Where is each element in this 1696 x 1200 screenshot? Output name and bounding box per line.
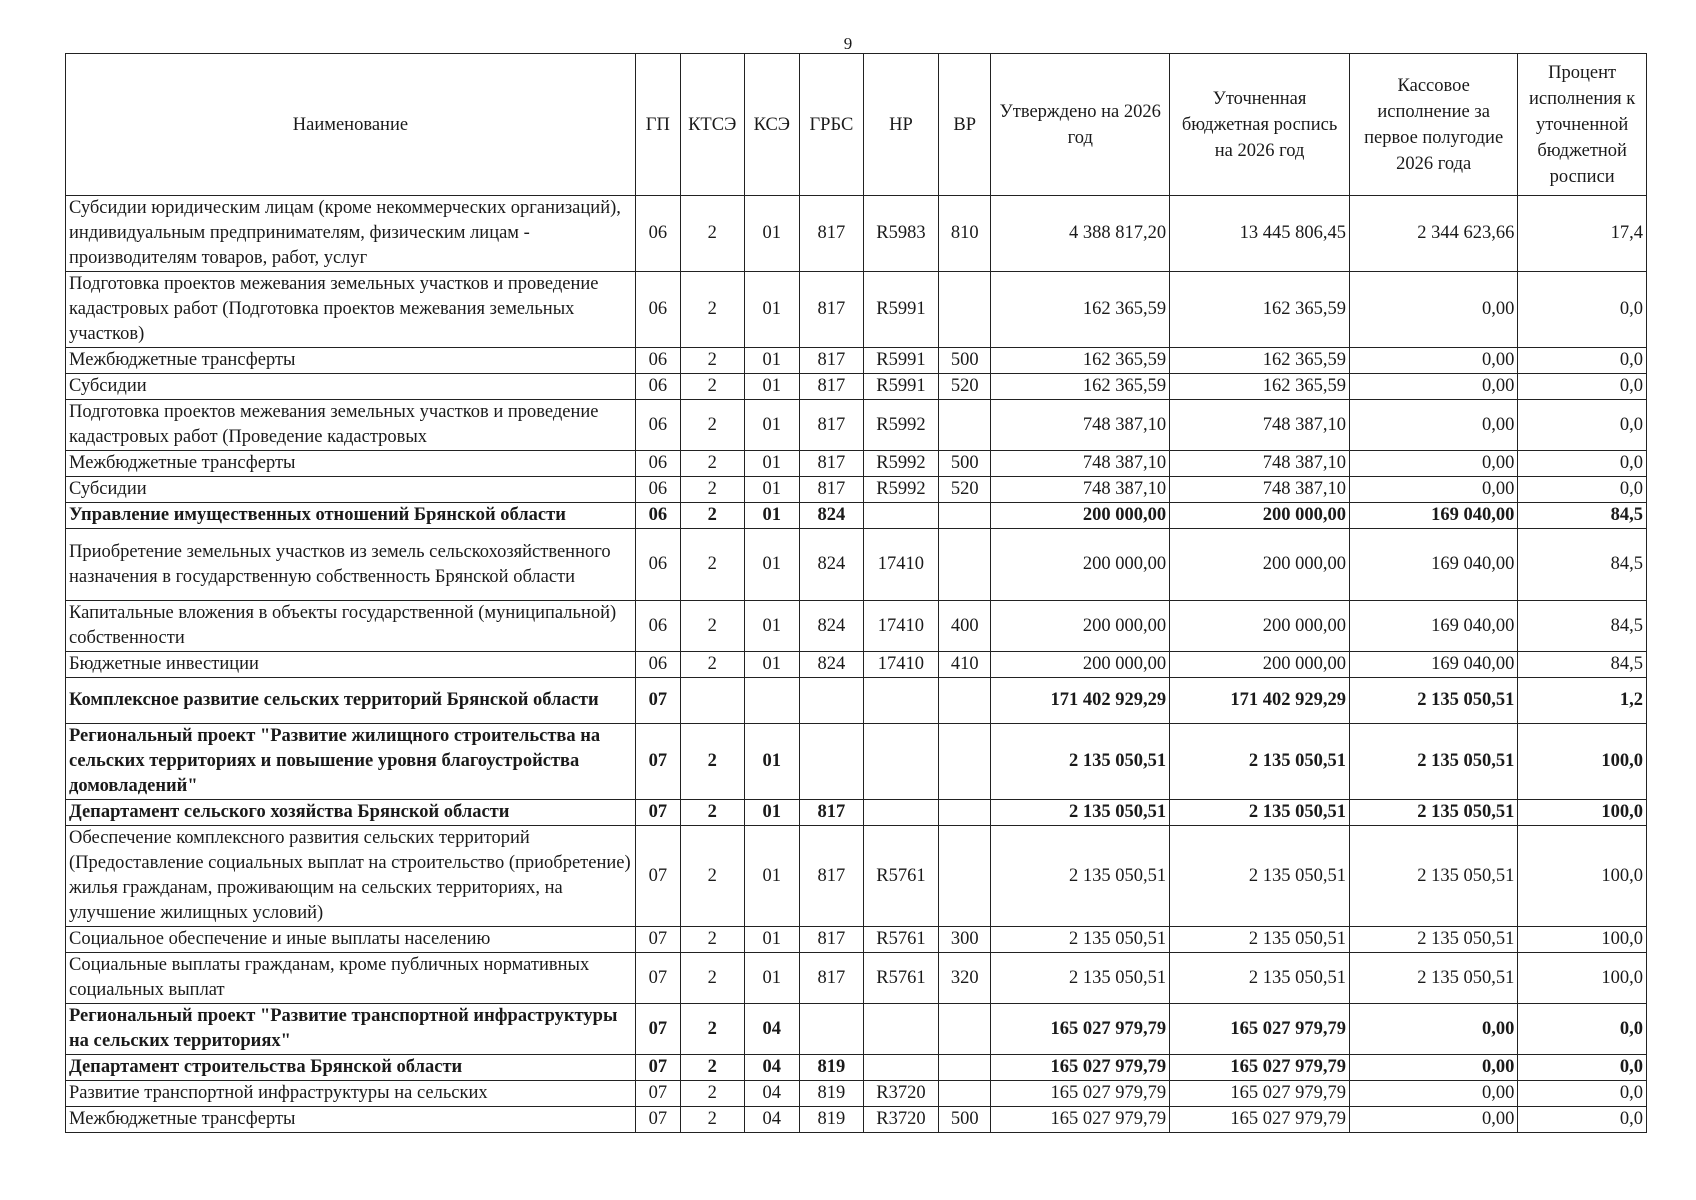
cell-refined: 748 387,10 bbox=[1170, 400, 1350, 451]
cell-kse: 01 bbox=[744, 724, 799, 800]
cell-refined: 200 000,00 bbox=[1170, 529, 1350, 601]
cell-name: Обеспечение комплексного развития сельских территорий (Предоставление социальных выплат на строительство (приобретение) жилья гражданам, проживающим на сельских территориях, на улучшение жилищных условий) bbox=[66, 826, 636, 927]
cell-percent: 0,0 bbox=[1518, 272, 1647, 348]
cell-cash: 169 040,00 bbox=[1349, 601, 1517, 652]
cell-gp: 06 bbox=[635, 601, 680, 652]
cell-vr bbox=[939, 529, 991, 601]
cell-percent: 0,0 bbox=[1518, 451, 1647, 477]
cell-grbs: 817 bbox=[800, 348, 864, 374]
cell-refined: 2 135 050,51 bbox=[1170, 826, 1350, 927]
cell-approved: 165 027 979,79 bbox=[991, 1081, 1170, 1107]
cell-ktse: 2 bbox=[680, 272, 744, 348]
cell-kse: 01 bbox=[744, 826, 799, 927]
cell-ktse: 2 bbox=[680, 826, 744, 927]
cell-vr bbox=[939, 724, 991, 800]
table-row bbox=[66, 652, 1647, 678]
cell-refined: 165 027 979,79 bbox=[1170, 1004, 1350, 1055]
cell-vr bbox=[939, 1081, 991, 1107]
cell-refined: 165 027 979,79 bbox=[1170, 1055, 1350, 1081]
cell-vr bbox=[939, 678, 991, 724]
cell-ktse: 2 bbox=[680, 724, 744, 800]
header-ktse: КТСЭ bbox=[680, 54, 744, 196]
cell-nr bbox=[863, 724, 938, 800]
cell-refined: 162 365,59 bbox=[1170, 348, 1350, 374]
cell-percent: 0,0 bbox=[1518, 374, 1647, 400]
cell-cash: 2 135 050,51 bbox=[1349, 927, 1517, 953]
cell-refined: 13 445 806,45 bbox=[1170, 196, 1350, 272]
cell-kse: 01 bbox=[744, 652, 799, 678]
cell-grbs: 819 bbox=[800, 1107, 864, 1133]
cell-refined: 165 027 979,79 bbox=[1170, 1107, 1350, 1133]
cell-cash: 169 040,00 bbox=[1349, 529, 1517, 601]
cell-name: Субсидии юридическим лицам (кроме некоммерческих организаций), индивидуальным предпринимателям, физическим лицам - производителям товаров, работ, услуг bbox=[66, 196, 636, 272]
cell-vr: 520 bbox=[939, 374, 991, 400]
cell-grbs: 817 bbox=[800, 196, 864, 272]
cell-name: Департамент сельского хозяйства Брянской области bbox=[66, 800, 636, 826]
cell-grbs: 817 bbox=[800, 953, 864, 1004]
cell-approved: 2 135 050,51 bbox=[991, 826, 1170, 927]
table-row bbox=[66, 1107, 1647, 1133]
cell-refined: 2 135 050,51 bbox=[1170, 953, 1350, 1004]
cell-gp: 07 bbox=[635, 953, 680, 1004]
cell-nr: R5991 bbox=[863, 272, 938, 348]
table-row bbox=[66, 800, 1647, 826]
cell-approved: 2 135 050,51 bbox=[991, 953, 1170, 1004]
cell-ktse: 2 bbox=[680, 652, 744, 678]
cell-name: Субсидии bbox=[66, 477, 636, 503]
cell-cash: 0,00 bbox=[1349, 400, 1517, 451]
cell-kse: 01 bbox=[744, 196, 799, 272]
cell-nr: R5761 bbox=[863, 927, 938, 953]
cell-name: Подготовка проектов межевания земельных участков и проведение кадастровых работ (Проведение кадастровых bbox=[66, 400, 636, 451]
cell-kse: 01 bbox=[744, 477, 799, 503]
cell-percent: 0,0 bbox=[1518, 477, 1647, 503]
header-gp: ГП bbox=[635, 54, 680, 196]
cell-refined: 2 135 050,51 bbox=[1170, 800, 1350, 826]
cell-ktse: 2 bbox=[680, 800, 744, 826]
cell-grbs bbox=[800, 1004, 864, 1055]
table-row bbox=[66, 953, 1647, 1004]
cell-nr bbox=[863, 1055, 938, 1081]
cell-nr: R5991 bbox=[863, 348, 938, 374]
table-row bbox=[66, 601, 1647, 652]
cell-vr: 400 bbox=[939, 601, 991, 652]
cell-cash: 0,00 bbox=[1349, 374, 1517, 400]
cell-nr bbox=[863, 800, 938, 826]
cell-percent: 0,0 bbox=[1518, 348, 1647, 374]
cell-ktse: 2 bbox=[680, 451, 744, 477]
cell-kse: 04 bbox=[744, 1107, 799, 1133]
cell-percent: 84,5 bbox=[1518, 652, 1647, 678]
cell-percent: 100,0 bbox=[1518, 800, 1647, 826]
cell-kse: 01 bbox=[744, 348, 799, 374]
cell-name: Приобретение земельных участков из земель сельскохозяйственного назначения в государственную собственность Брянской области bbox=[66, 529, 636, 601]
cell-grbs: 824 bbox=[800, 503, 864, 529]
cell-grbs: 817 bbox=[800, 451, 864, 477]
cell-cash: 169 040,00 bbox=[1349, 503, 1517, 529]
cell-nr bbox=[863, 503, 938, 529]
cell-nr: R3720 bbox=[863, 1081, 938, 1107]
header-vr: ВР bbox=[939, 54, 991, 196]
cell-approved: 748 387,10 bbox=[991, 451, 1170, 477]
cell-vr bbox=[939, 272, 991, 348]
cell-nr: R5761 bbox=[863, 953, 938, 1004]
cell-approved: 165 027 979,79 bbox=[991, 1004, 1170, 1055]
table-row bbox=[66, 826, 1647, 927]
cell-nr: R5991 bbox=[863, 374, 938, 400]
cell-gp: 06 bbox=[635, 529, 680, 601]
cell-nr: 17410 bbox=[863, 601, 938, 652]
cell-refined: 748 387,10 bbox=[1170, 451, 1350, 477]
cell-grbs bbox=[800, 678, 864, 724]
cell-percent: 100,0 bbox=[1518, 927, 1647, 953]
table-row bbox=[66, 477, 1647, 503]
cell-refined: 2 135 050,51 bbox=[1170, 927, 1350, 953]
cell-grbs: 817 bbox=[800, 272, 864, 348]
cell-refined: 171 402 929,29 bbox=[1170, 678, 1350, 724]
cell-kse: 04 bbox=[744, 1081, 799, 1107]
cell-gp: 07 bbox=[635, 1107, 680, 1133]
header-percent: Процент исполнения к уточненной бюджетной росписи bbox=[1518, 54, 1647, 196]
cell-approved: 748 387,10 bbox=[991, 400, 1170, 451]
cell-approved: 748 387,10 bbox=[991, 477, 1170, 503]
cell-kse: 01 bbox=[744, 400, 799, 451]
cell-cash: 2 135 050,51 bbox=[1349, 678, 1517, 724]
cell-approved: 162 365,59 bbox=[991, 272, 1170, 348]
cell-grbs: 824 bbox=[800, 601, 864, 652]
table-row bbox=[66, 451, 1647, 477]
cell-cash: 169 040,00 bbox=[1349, 652, 1517, 678]
table-header-row bbox=[66, 54, 1647, 196]
cell-ktse: 2 bbox=[680, 477, 744, 503]
cell-nr: R5992 bbox=[863, 400, 938, 451]
cell-nr: R5992 bbox=[863, 477, 938, 503]
table-body bbox=[66, 196, 1647, 1133]
cell-grbs: 817 bbox=[800, 400, 864, 451]
cell-refined: 2 135 050,51 bbox=[1170, 724, 1350, 800]
cell-gp: 06 bbox=[635, 477, 680, 503]
cell-refined: 165 027 979,79 bbox=[1170, 1081, 1350, 1107]
cell-cash: 0,00 bbox=[1349, 451, 1517, 477]
cell-name: Бюджетные инвестиции bbox=[66, 652, 636, 678]
cell-kse: 01 bbox=[744, 374, 799, 400]
cell-ktse bbox=[680, 678, 744, 724]
cell-approved: 171 402 929,29 bbox=[991, 678, 1170, 724]
cell-name: Управление имущественных отношений Брянской области bbox=[66, 503, 636, 529]
cell-vr bbox=[939, 503, 991, 529]
table-row bbox=[66, 400, 1647, 451]
cell-ktse: 2 bbox=[680, 927, 744, 953]
cell-name: Подготовка проектов межевания земельных участков и проведение кадастровых работ (Подготовка проектов межевания земельных участков) bbox=[66, 272, 636, 348]
cell-nr: R5761 bbox=[863, 826, 938, 927]
cell-grbs: 817 bbox=[800, 800, 864, 826]
cell-name: Развитие транспортной инфраструктуры на сельских bbox=[66, 1081, 636, 1107]
page-number: 9 bbox=[843, 34, 853, 53]
table-row bbox=[66, 503, 1647, 529]
cell-gp: 06 bbox=[635, 451, 680, 477]
table-row bbox=[66, 272, 1647, 348]
cell-percent: 84,5 bbox=[1518, 529, 1647, 601]
cell-refined: 200 000,00 bbox=[1170, 503, 1350, 529]
cell-gp: 07 bbox=[635, 927, 680, 953]
cell-ktse: 2 bbox=[680, 601, 744, 652]
cell-percent: 0,0 bbox=[1518, 1055, 1647, 1081]
cell-kse: 01 bbox=[744, 927, 799, 953]
cell-cash: 2 135 050,51 bbox=[1349, 724, 1517, 800]
cell-refined: 200 000,00 bbox=[1170, 652, 1350, 678]
header-name: Наименование bbox=[66, 54, 636, 196]
cell-cash: 2 344 623,66 bbox=[1349, 196, 1517, 272]
cell-percent: 0,0 bbox=[1518, 400, 1647, 451]
table-row bbox=[66, 348, 1647, 374]
cell-percent: 0,0 bbox=[1518, 1107, 1647, 1133]
cell-ktse: 2 bbox=[680, 503, 744, 529]
cell-approved: 200 000,00 bbox=[991, 601, 1170, 652]
cell-kse: 04 bbox=[744, 1055, 799, 1081]
cell-cash: 2 135 050,51 bbox=[1349, 953, 1517, 1004]
cell-ktse: 2 bbox=[680, 953, 744, 1004]
cell-approved: 200 000,00 bbox=[991, 529, 1170, 601]
header-kse: КСЭ bbox=[744, 54, 799, 196]
cell-cash: 0,00 bbox=[1349, 272, 1517, 348]
cell-ktse: 2 bbox=[680, 400, 744, 451]
cell-gp: 06 bbox=[635, 374, 680, 400]
cell-ktse: 2 bbox=[680, 1081, 744, 1107]
cell-kse: 01 bbox=[744, 953, 799, 1004]
cell-name: Субсидии bbox=[66, 374, 636, 400]
cell-approved: 2 135 050,51 bbox=[991, 927, 1170, 953]
cell-vr bbox=[939, 400, 991, 451]
cell-name: Региональный проект "Развитие транспортной инфраструктуры на сельских территориях" bbox=[66, 1004, 636, 1055]
cell-name: Капитальные вложения в объекты государственной (муниципальной) собственности bbox=[66, 601, 636, 652]
cell-percent: 100,0 bbox=[1518, 724, 1647, 800]
cell-grbs: 817 bbox=[800, 826, 864, 927]
cell-approved: 2 135 050,51 bbox=[991, 724, 1170, 800]
cell-cash: 0,00 bbox=[1349, 477, 1517, 503]
cell-approved: 4 388 817,20 bbox=[991, 196, 1170, 272]
cell-cash: 0,00 bbox=[1349, 1055, 1517, 1081]
header-refined: Уточненная бюджетная роспись на 2026 год bbox=[1170, 54, 1350, 196]
cell-nr: R5992 bbox=[863, 451, 938, 477]
cell-gp: 06 bbox=[635, 503, 680, 529]
cell-gp: 06 bbox=[635, 652, 680, 678]
cell-kse: 01 bbox=[744, 451, 799, 477]
cell-nr bbox=[863, 1004, 938, 1055]
cell-percent: 100,0 bbox=[1518, 826, 1647, 927]
cell-kse: 01 bbox=[744, 529, 799, 601]
table-row bbox=[66, 1004, 1647, 1055]
cell-cash: 0,00 bbox=[1349, 1081, 1517, 1107]
cell-name: Социальные выплаты гражданам, кроме публичных нормативных социальных выплат bbox=[66, 953, 636, 1004]
cell-name: Комплексное развитие сельских территорий Брянской области bbox=[66, 678, 636, 724]
cell-gp: 07 bbox=[635, 678, 680, 724]
cell-grbs: 817 bbox=[800, 374, 864, 400]
cell-refined: 200 000,00 bbox=[1170, 601, 1350, 652]
cell-kse: 01 bbox=[744, 601, 799, 652]
cell-vr bbox=[939, 800, 991, 826]
header-cash: Кассовое исполнение за первое полугодие 2026 года bbox=[1349, 54, 1517, 196]
cell-ktse: 2 bbox=[680, 1107, 744, 1133]
cell-ktse: 2 bbox=[680, 529, 744, 601]
cell-cash: 0,00 bbox=[1349, 1107, 1517, 1133]
cell-nr: R3720 bbox=[863, 1107, 938, 1133]
cell-gp: 07 bbox=[635, 800, 680, 826]
cell-cash: 2 135 050,51 bbox=[1349, 800, 1517, 826]
cell-ktse: 2 bbox=[680, 374, 744, 400]
cell-name: Региональный проект "Развитие жилищного строительства на сельских территориях и повышение уровня благоустройства домовладений" bbox=[66, 724, 636, 800]
table-row bbox=[66, 927, 1647, 953]
cell-vr: 810 bbox=[939, 196, 991, 272]
cell-percent: 1,2 bbox=[1518, 678, 1647, 724]
table-row bbox=[66, 1081, 1647, 1107]
cell-percent: 84,5 bbox=[1518, 503, 1647, 529]
cell-gp: 07 bbox=[635, 826, 680, 927]
cell-grbs: 819 bbox=[800, 1081, 864, 1107]
cell-approved: 200 000,00 bbox=[991, 652, 1170, 678]
cell-vr: 300 bbox=[939, 927, 991, 953]
budget-table bbox=[65, 53, 1647, 1133]
cell-vr bbox=[939, 1055, 991, 1081]
cell-ktse: 2 bbox=[680, 196, 744, 272]
cell-nr: R5983 bbox=[863, 196, 938, 272]
cell-grbs: 824 bbox=[800, 529, 864, 601]
cell-percent: 84,5 bbox=[1518, 601, 1647, 652]
cell-gp: 07 bbox=[635, 724, 680, 800]
cell-percent: 0,0 bbox=[1518, 1081, 1647, 1107]
cell-vr: 520 bbox=[939, 477, 991, 503]
cell-name: Межбюджетные трансферты bbox=[66, 451, 636, 477]
cell-name: Социальное обеспечение и иные выплаты населению bbox=[66, 927, 636, 953]
cell-approved: 2 135 050,51 bbox=[991, 800, 1170, 826]
cell-nr: 17410 bbox=[863, 652, 938, 678]
cell-vr: 410 bbox=[939, 652, 991, 678]
cell-gp: 06 bbox=[635, 400, 680, 451]
cell-approved: 165 027 979,79 bbox=[991, 1055, 1170, 1081]
cell-refined: 162 365,59 bbox=[1170, 272, 1350, 348]
cell-gp: 07 bbox=[635, 1004, 680, 1055]
header-approved: Утверждено на 2026 год bbox=[991, 54, 1170, 196]
header-nr: НР bbox=[863, 54, 938, 196]
cell-gp: 06 bbox=[635, 348, 680, 374]
cell-cash: 0,00 bbox=[1349, 348, 1517, 374]
cell-cash: 2 135 050,51 bbox=[1349, 826, 1517, 927]
cell-nr: 17410 bbox=[863, 529, 938, 601]
cell-cash: 0,00 bbox=[1349, 1004, 1517, 1055]
cell-grbs: 817 bbox=[800, 927, 864, 953]
cell-gp: 06 bbox=[635, 196, 680, 272]
header-grbs: ГРБС bbox=[800, 54, 864, 196]
cell-gp: 07 bbox=[635, 1055, 680, 1081]
cell-vr bbox=[939, 826, 991, 927]
cell-percent: 100,0 bbox=[1518, 953, 1647, 1004]
table-row bbox=[66, 678, 1647, 724]
cell-ktse: 2 bbox=[680, 348, 744, 374]
cell-refined: 748 387,10 bbox=[1170, 477, 1350, 503]
cell-name: Департамент строительства Брянской области bbox=[66, 1055, 636, 1081]
cell-grbs: 817 bbox=[800, 477, 864, 503]
cell-refined: 162 365,59 bbox=[1170, 374, 1350, 400]
cell-approved: 200 000,00 bbox=[991, 503, 1170, 529]
cell-vr: 500 bbox=[939, 1107, 991, 1133]
cell-kse bbox=[744, 678, 799, 724]
cell-vr: 320 bbox=[939, 953, 991, 1004]
cell-kse: 01 bbox=[744, 800, 799, 826]
cell-vr: 500 bbox=[939, 451, 991, 477]
cell-grbs: 819 bbox=[800, 1055, 864, 1081]
cell-percent: 17,4 bbox=[1518, 196, 1647, 272]
cell-grbs bbox=[800, 724, 864, 800]
cell-approved: 162 365,59 bbox=[991, 348, 1170, 374]
table-row bbox=[66, 724, 1647, 800]
cell-grbs: 824 bbox=[800, 652, 864, 678]
cell-gp: 07 bbox=[635, 1081, 680, 1107]
cell-approved: 162 365,59 bbox=[991, 374, 1170, 400]
cell-kse: 04 bbox=[744, 1004, 799, 1055]
table-row bbox=[66, 529, 1647, 601]
cell-gp: 06 bbox=[635, 272, 680, 348]
cell-kse: 01 bbox=[744, 272, 799, 348]
cell-name: Межбюджетные трансферты bbox=[66, 348, 636, 374]
cell-approved: 165 027 979,79 bbox=[991, 1107, 1170, 1133]
cell-name: Межбюджетные трансферты bbox=[66, 1107, 636, 1133]
cell-vr: 500 bbox=[939, 348, 991, 374]
table-row bbox=[66, 1055, 1647, 1081]
cell-nr bbox=[863, 678, 938, 724]
cell-percent: 0,0 bbox=[1518, 1004, 1647, 1055]
table-row bbox=[66, 196, 1647, 272]
cell-ktse: 2 bbox=[680, 1055, 744, 1081]
cell-kse: 01 bbox=[744, 503, 799, 529]
cell-ktse: 2 bbox=[680, 1004, 744, 1055]
cell-vr bbox=[939, 1004, 991, 1055]
table-row bbox=[66, 374, 1647, 400]
